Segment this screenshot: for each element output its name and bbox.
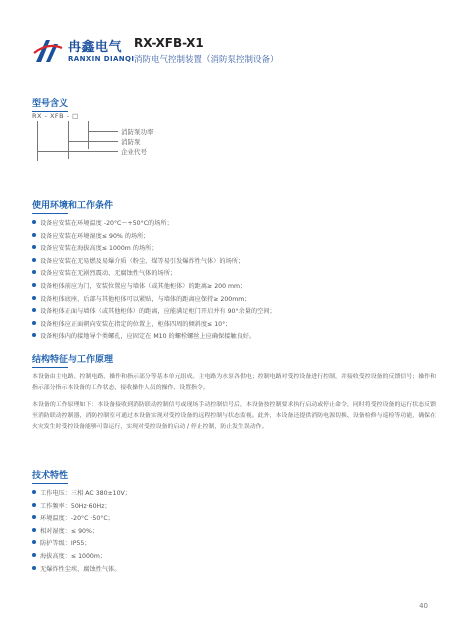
- list-item: 相对湿度：≤ 90%；: [32, 526, 131, 539]
- product-subtitle: 消防电气控制装置（消防泵控制设备）: [134, 55, 279, 65]
- list-item: 设备应安装在无易燃及易爆介质（粉尘、煤等易引发爆炸性气体）的场所；: [32, 256, 276, 269]
- product-model: RX-XFB-X1: [134, 36, 204, 50]
- diagram-line-2h: [68, 141, 118, 142]
- brand-logo: [32, 34, 135, 68]
- section-title-model: 型号含义: [32, 96, 68, 109]
- section-title-conditions: 使用环境和工作条件: [32, 198, 113, 211]
- section-title-specs: 技术特性: [32, 468, 68, 481]
- list-item: 设备应安装在环境温度 -20°C～+50°C的场所；: [32, 218, 276, 231]
- diagram-label-power: 消防泵功率: [121, 128, 154, 136]
- list-item: 设备应安装在环境湿度≤ 90% 的场所；: [32, 231, 276, 244]
- list-item: 设备柜体应正面朝向安装在指定的位置上，柜体四周的倾斜度≤ 10°；: [32, 319, 276, 332]
- diagram-line-2: [68, 121, 69, 159]
- structure-paragraph-1: 本设备由主电路、控制电路、操作和指示部分等基本单元组成。主电路为水泵各供电；控制电路对受控设备进行控制，并接收受控设备的反馈信号；操作和指示部分指示本设备的工作状态，接收操作人员的操作、设置指令。: [32, 374, 436, 391]
- diagram-label-pump: 消防泵: [121, 138, 141, 146]
- list-item: 设备应安装在海拔高度≤ 1000m 的场所；: [32, 243, 276, 256]
- list-item: 设备柜体正面与墙体（或其他柜体）的距离，应能满足柜门开启并有 90°余量的空间；: [32, 306, 276, 319]
- diagram-label-company: 企业代号: [121, 148, 147, 156]
- conditions-list: [32, 218, 276, 344]
- list-item: 海拔高度：≤ 1000m；: [32, 551, 131, 564]
- list-item: 设备柜体前应为门，安装位置应与墙体（或其他柜体）的距离≥ 200 mm；: [32, 281, 276, 294]
- list-item: 设备应安装在无剧烈震动、无腐蚀性气体的场所；: [32, 268, 276, 281]
- logo-mark-icon: [32, 36, 64, 66]
- model-code: RX - XFB - □: [32, 112, 79, 120]
- diagram-line-3h: [37, 151, 118, 152]
- list-item: 无爆炸性尘埃、腐蚀性气体。: [32, 564, 131, 577]
- brand-name-cn: 冉鑫电气: [68, 40, 123, 55]
- diagram-line-1h: [88, 131, 118, 132]
- model-code-diagram: [32, 112, 192, 172]
- list-item: 工作电压：三相 AC 380±10V；: [32, 488, 131, 501]
- specs-list: [32, 488, 131, 576]
- structure-paragraph-2: 本设备的工作原理如下：本设备接收到消防联动控制信号或现场手动控制信号后，本设备按控制要求执行启动或停止命令，同时将受控设备的运行状态反馈至消防联动控制器，消防控制室可通过本设备实现对受控设备的远程控制与状态监视。此外，本设备还提供消防电源切换、设备检修与巡检等功能，确保在火灾发生时受控设备能够可靠运行，实现对受控设备的启动 / 停止控制，防止发生误动作。: [32, 402, 436, 430]
- list-item: 防护等级：IP55；: [32, 538, 131, 551]
- list-item: 工作频率：50Hz·60Hz；: [32, 501, 131, 514]
- brand-name-en: RANXIN DIANQI: [68, 55, 135, 63]
- list-item: 环境温度：-20°C ·50°C；: [32, 513, 131, 526]
- list-item: 设备柜体底座、后部与其他柜体可以紧贴，与墙体的距离应保持≥ 200mm；: [32, 294, 276, 307]
- page-header: [32, 32, 432, 72]
- diagram-line-3: [37, 121, 38, 161]
- section-title-structure: 结构特征与工作原理: [32, 352, 113, 365]
- page-number: 40: [419, 602, 428, 610]
- diagram-line-1: [88, 121, 89, 149]
- list-item: 设备柜体内的接地导个类螺孔，应固定在 M10 的螺栓螺丝上应确保接触良好。: [32, 331, 276, 344]
